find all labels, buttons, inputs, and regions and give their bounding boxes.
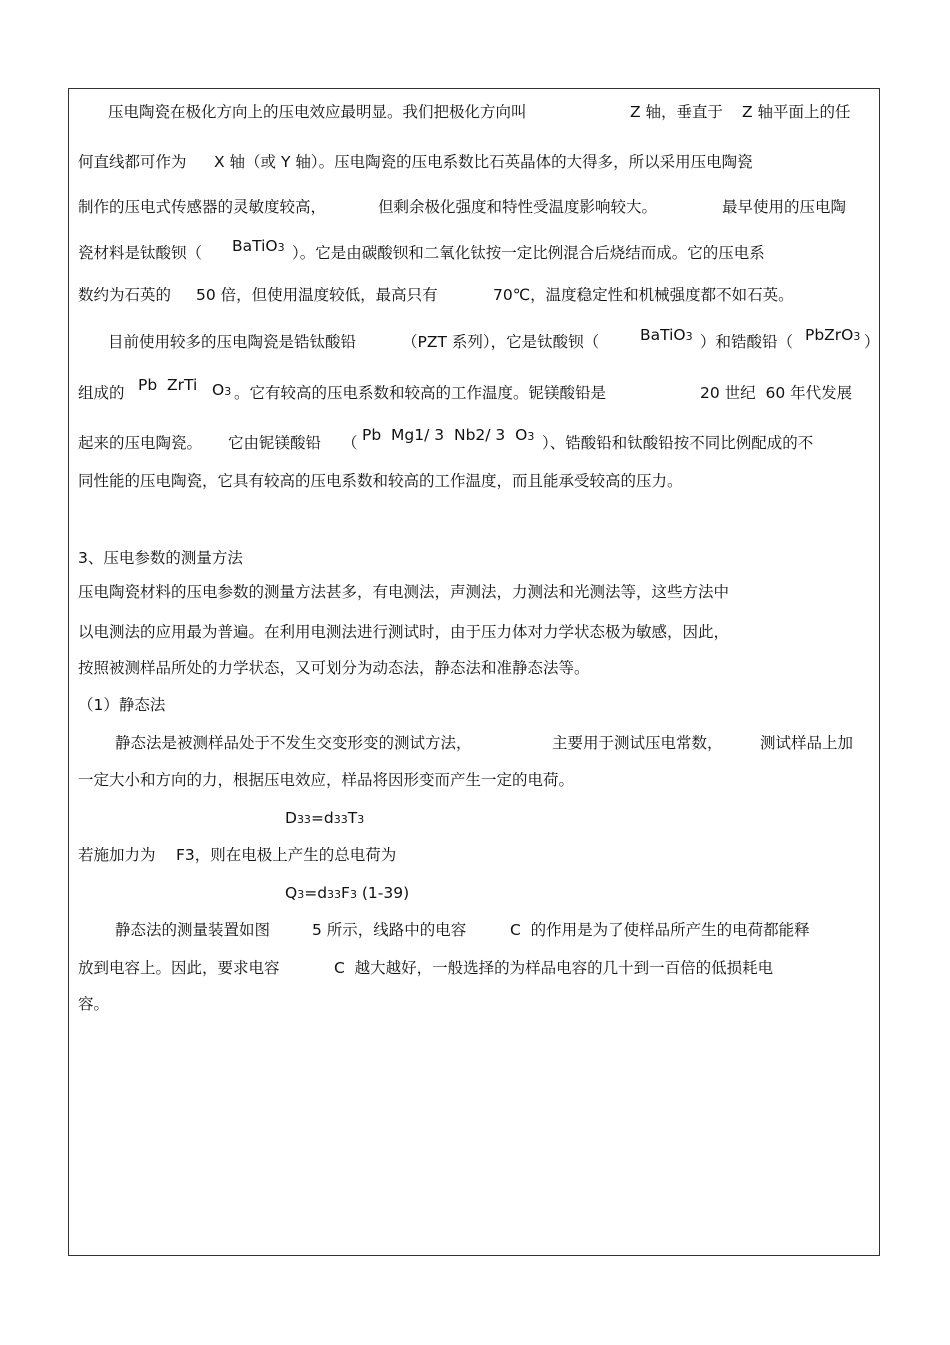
p2-line3-paren: （ <box>342 434 358 452</box>
s3-p3-tail: F3，则在电极上产生的总电荷为 <box>176 846 397 864</box>
s3-p5-tail: C 越大越好，一般选择的为样品电容的几十到一百倍的低损耗电 <box>334 959 774 977</box>
formula-batio3-1: BaTiO3 <box>232 237 285 255</box>
s3-p1-mid: 主要用于测试压电常数， <box>552 734 723 752</box>
formula-pbzro3: PbZrO3 <box>805 326 861 344</box>
p2-line1-pzt: （PZT 系列），它是钛酸钡（ <box>402 333 600 351</box>
s3-p5-text: 放到电容上。因此，要求电容 <box>78 959 280 977</box>
s3-line2: 以电测法的应用最为普遍。在利用电测法进行测试时，由于压力体对力学状态极为敏感，因此， <box>78 623 730 641</box>
formula-pzt: Pb ZrTi <box>138 376 198 394</box>
p2-line4-text: 同性能的压电陶瓷，它具有较高的压电系数和较高的工作温度，而且能承受较高的压力。 <box>78 472 683 490</box>
p1-line1-z-axis: Z 轴，垂直于 <box>630 103 724 121</box>
s3-line3: 按照被测样品所处的力学状态，又可划分为动态法，静态法和准静态法等。 <box>78 659 590 677</box>
p1-line1-tail: Z 轴平面上的任 <box>742 103 851 121</box>
p2-line2-text: 组成的 <box>78 384 125 402</box>
p2-line2-mid: 。它有较高的压电系数和较高的工作温度。铌镁酸铅是 <box>234 384 607 402</box>
p1-line5-tail: 70℃，温度稳定性和机械强度都不如石英。 <box>493 286 794 304</box>
p1-line3-tail: 最早使用的压电陶 <box>722 198 847 216</box>
p1-line2-text: 何直线都可作为 <box>78 153 187 171</box>
s3-p1-tail: 测试样品上加 <box>760 734 854 752</box>
p2-line1-text: 目前使用较多的压电陶瓷是锆钛酸铅 <box>108 333 357 351</box>
equation-q3: Q3=d33F3 (1-39) <box>285 884 410 902</box>
p1-line1-text: 压电陶瓷在极化方向上的压电效应最明显。我们把极化方向叫 <box>108 103 527 121</box>
s3-line1: 压电陶瓷材料的压电参数的测量方法甚多，有电测法，声测法，力测法和光测法等，这些方法中 <box>78 583 730 601</box>
subsection-heading: （1）静态法 <box>78 696 166 714</box>
s3-p4-mid: 5 所示，线路中的电容 <box>312 921 467 939</box>
p2-line3-text: 起来的压电陶瓷。 <box>78 434 203 452</box>
formula-pmn: Pb Mg1/ 3 Nb2/ 3 O3 <box>362 426 535 444</box>
p2-line2-tail: 20 世纪 60 年代发展 <box>700 384 853 402</box>
s3-p3-text: 若施加力为 <box>78 846 156 864</box>
s3-p1-text: 静态法是被测样品处于不发生交变形变的测试方法， <box>115 734 472 752</box>
p2-line3-tail: ）、锆酸铅和钛酸铅按不同比例配成的不 <box>542 434 814 452</box>
s3-p4-tail: C 的作用是为了使样品所产生的电荷都能释 <box>510 921 810 939</box>
p1-line3-mid: 但剩余极化强度和特性受温度影响较大。 <box>378 198 658 216</box>
s3-p2: 一定大小和方向的力，根据压电效应，样品将因形变而产生一定的电荷。 <box>78 771 575 789</box>
p1-line5-text: 数约为石英的 <box>78 286 172 304</box>
equation-d33: D33=d33T3 <box>285 809 365 827</box>
p1-line4-text: 瓷材料是钛酸钡（ <box>78 244 203 262</box>
p1-line4-tail: ）。它是由碳酸钡和二氧化钛按一定比例混合后烧结而成。它的压电系 <box>292 244 765 262</box>
p1-line5-mid: 50 倍，但使用温度较低，最高只有 <box>196 286 438 304</box>
formula-batio3-2: BaTiO3 <box>640 326 693 344</box>
p1-line2-tail: X 轴（或 Y 轴）。压电陶瓷的压电系数比石英晶体的大得多，所以采用压电陶瓷 <box>214 153 753 171</box>
p2-line1-paren: ） <box>864 333 880 351</box>
s3-p6: 容。 <box>78 995 110 1013</box>
section-heading: 3、压电参数的测量方法 <box>78 549 243 567</box>
p1-line3-text: 制作的压电式传感器的灵敏度较高， <box>78 198 327 216</box>
s3-p4-text: 静态法的测量装置如图 <box>115 921 271 939</box>
formula-o3: O3 <box>212 381 232 399</box>
p2-line1-mid: ）和锆酸铅（ <box>700 333 794 351</box>
p2-line3-mid: 它由铌镁酸铅 <box>228 434 322 452</box>
